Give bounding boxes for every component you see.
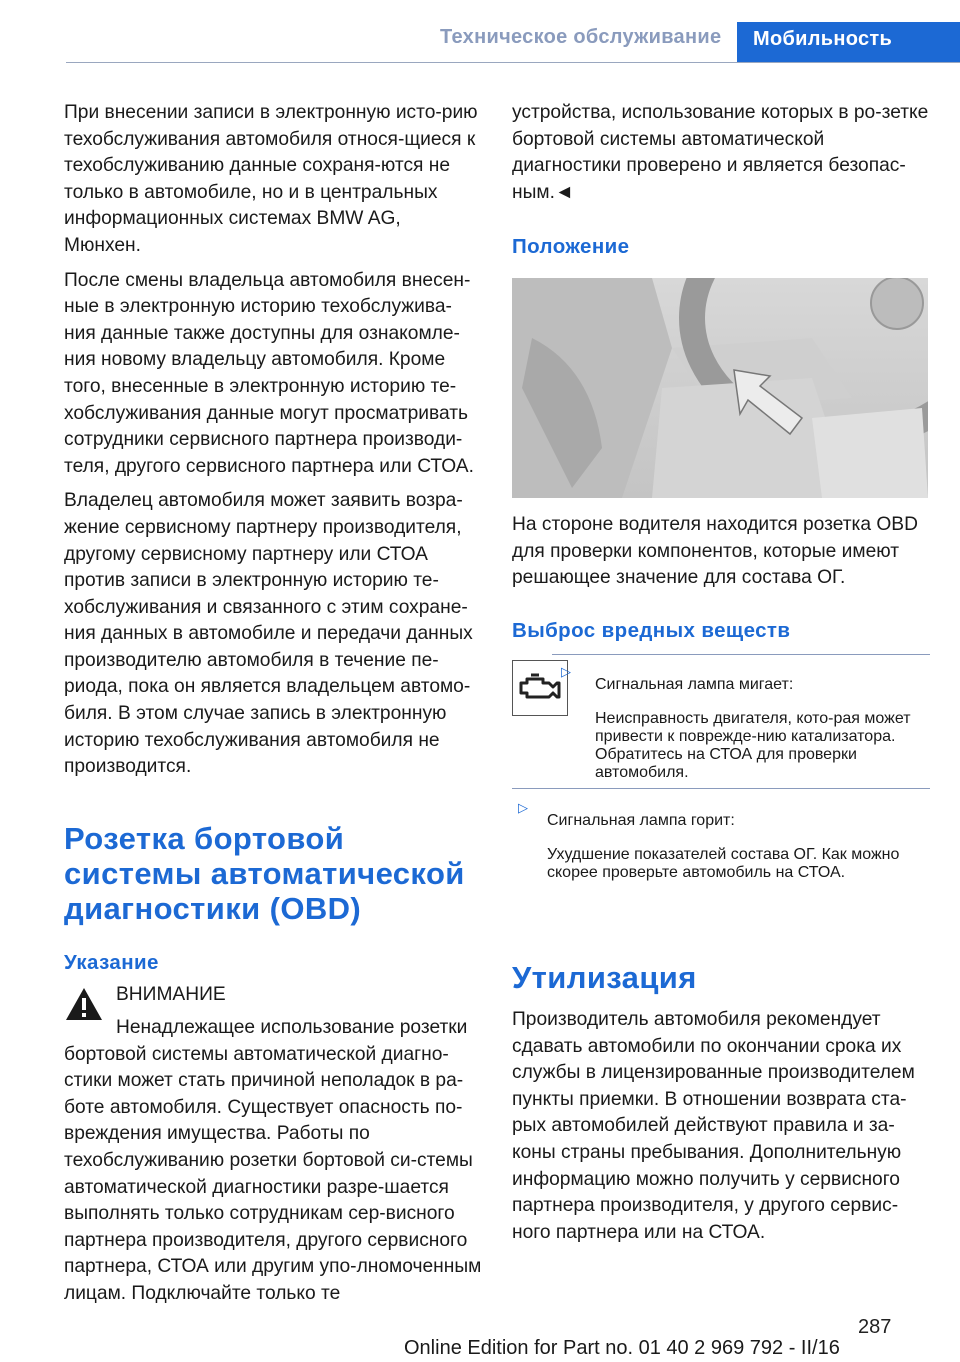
page-header (0, 0, 960, 64)
warning-text-content: Ненадлежащее использование розетки бортовой системы автоматической диагно-стики может стать причиной неполадок в ра-боте автомобиля. Существует опасность по-вреждения имущества. Работы по техобслуживанию розетки бортовой си-стемы автоматической диагностики разре-шается выполнять только сотрудникам сер-висного партнера производителя, другого сервисного партнера, СТОА или другим упо-лномоченным лицам. Подключайте только те (64, 1017, 482, 1304)
check-engine-icon (512, 660, 568, 716)
warning-title: ВНИМАНИЕ (116, 984, 226, 1006)
list-item-steady (547, 796, 932, 898)
obd-location-photo (512, 278, 928, 498)
photo-caption (512, 512, 930, 644)
left-column (64, 100, 482, 1308)
warning-triangle-icon (64, 986, 104, 1022)
paragraph-objection: Владелец автомобиля может заявить возра-жение сервисному партнеру производителя, другому сервисному партнеру или СТОА против записи в электронную историю те-хобслуживания и связанного с этим сохране-ния данных в автомобиле и передачи данных производителю автомобиля в течение пе-риода, пока он является владельцем автомо-биля. В этом случае запись в электронную историю техобслуживания автомобиля не производится. (64, 490, 473, 778)
caption-text: На стороне водителя находится розетка OBD для проверки компонентов, которые имеют решающее значение для состава ОГ. (512, 514, 918, 589)
section-heading-disposal: Утилизация (512, 960, 697, 995)
subheading-position: Положение (512, 235, 630, 259)
list-divider (512, 788, 930, 789)
section-heading-obd: Розетка бортовой системы автоматической диагностики (OBD) (64, 820, 465, 926)
disposal-section (512, 960, 930, 1246)
paragraph-record: При внесении записи в электронную исто-рию техобслуживания автомобиля относя-щиеся к техобслуживанию данные сохраня-ются не только в автомобиле, но и в центральных информационных системах BMW AG, Мюнхен. (64, 102, 478, 256)
edition-footer: Online Edition for Part no. 01 40 2 969 792 - II/16 (404, 1337, 840, 1359)
bullet-triangle-icon: ▷ (561, 664, 571, 679)
warning-text (64, 1015, 482, 1308)
list-item-flashing (595, 660, 935, 798)
emissions-warning-list (512, 660, 930, 900)
paragraph-disposal: Производитель автомобиля рекомендует сдавать автомобили по окончании срока их службы в лицензированные производителем пункты приемки. В отношении возврата ста-рых автомобилей действуют правила и за-коны страны пребывания. Дополнительную информацию можно получить у сервисного партнера производителя, у другого сервис-ного партнера или на СТОА. (512, 1009, 915, 1243)
right-column-top (512, 100, 930, 261)
list-item-text: Ухудшение показателей состава ОГ. Как можно скорее проверьте автомобиль на СТОА. (547, 846, 900, 881)
list-item-title: Сигнальная лампа горит: (547, 812, 735, 829)
subheading-note: Указание (64, 950, 159, 974)
bullet-triangle-icon: ▷ (518, 800, 528, 815)
header-chapter-tab: Мобильность (737, 22, 960, 62)
paragraph-continued: устройства, использование которых в ро-зетке бортовой системы автоматической диагностики проверено и является безопас-ным.◄ (512, 102, 929, 203)
header-section-title: Техническое обслуживание (440, 26, 722, 48)
list-item-text: Неисправность двигателя, кото-рая может привести к поврежде-нию катализатора. Обратитесь на СТОА для проверки автомобиля. (595, 710, 911, 781)
page-number: 287 (858, 1316, 892, 1338)
list-item-title: Сигнальная лампа мигает: (595, 676, 794, 693)
list-divider (552, 654, 930, 655)
warning-block (64, 982, 482, 1307)
paragraph-owner-change: После смены владельца автомобиля внесен-ные в электронную историю техобслужива-ния данные также доступны для ознакомле-ния новому владельцу автомобиля. Кроме того, внесенные в электронную историю те-хобслуживания данные могут просматривать сотрудники сервисного партнера производи-теля, другого сервисного партнера или СТОА. (64, 269, 474, 477)
header-rule (66, 62, 960, 63)
subheading-emissions: Выброс вредных веществ (512, 618, 791, 642)
